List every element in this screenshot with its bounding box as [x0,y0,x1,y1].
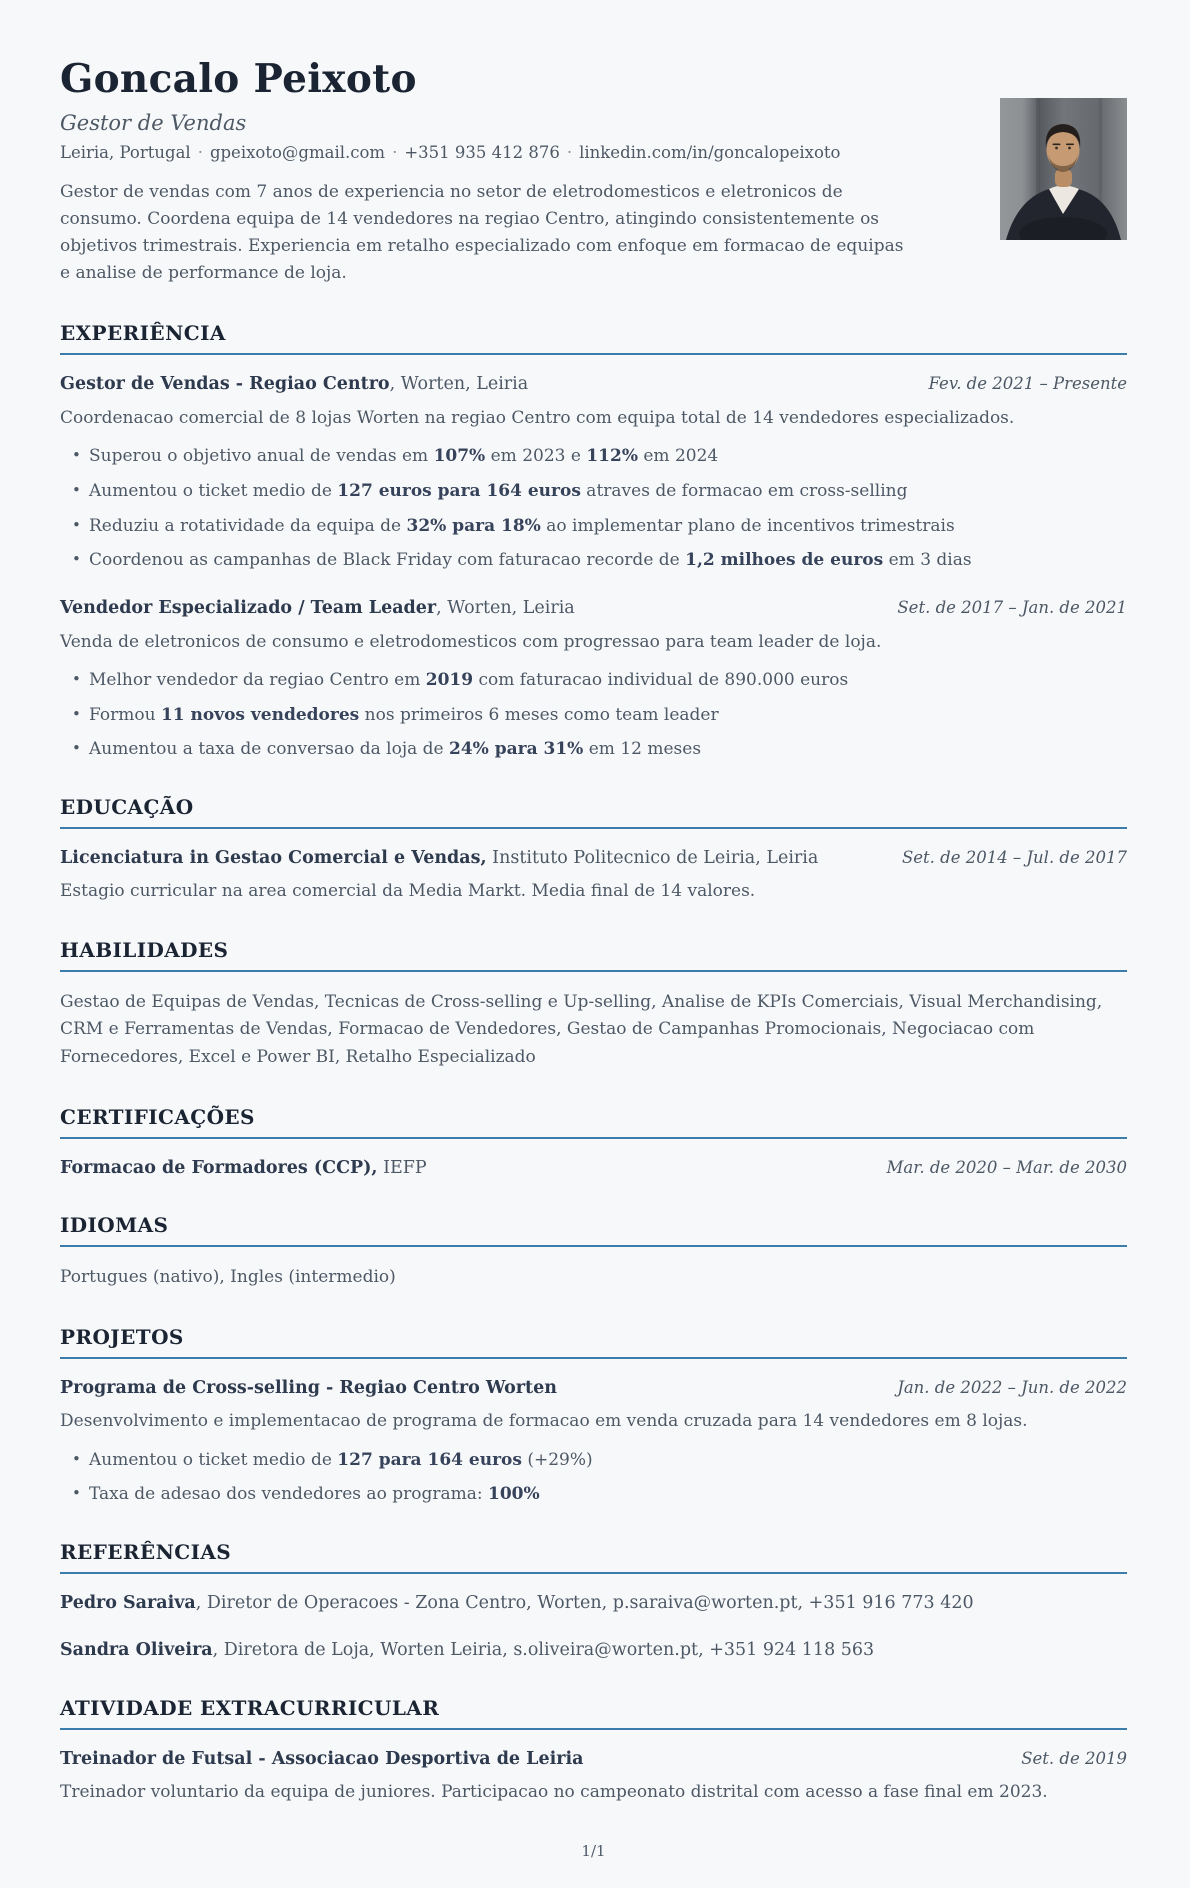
bullet-segment: 127 para 164 euros [337,1449,522,1470]
section [60,1213,1127,1292]
bullet-segment: 100% [488,1484,540,1505]
section-heading: EXPERIÊNCIA [60,321,226,346]
bullet-segment: Melhor vendedor da regiao Centro em [89,670,426,690]
section-heading: REFERÊNCIAS [60,1539,232,1564]
bullet-list [60,1448,1127,1507]
entry-title: Treinador de Futsal - Associacao Desportiva de Leiria [60,1748,584,1769]
bullet-segment: Aumentou o ticket medio de [89,481,338,502]
entry-date: Fev. de 2021 – Presente [928,374,1127,394]
entry [60,372,1127,573]
bullet-segment: em 12 meses [583,739,702,760]
page-number: 1/1 [581,1841,606,1860]
entry-description: Estagio curricular na area comercial da Media Markt. Media final de 14 valores. [60,881,756,902]
bullet-segment: 127 euros para 164 euros [337,481,581,502]
bullet-segment: em 2023 e [485,446,587,467]
contact-phone: +351 935 412 876 [404,143,560,162]
entry-organization: , Worten, Leiria [436,598,575,618]
section [60,1696,1127,1806]
section-rule [60,827,1127,829]
contact-email: gpeixoto@gmail.com [209,143,386,162]
entry-head [60,846,1127,871]
entry-head [60,1747,1127,1772]
section [60,1540,1127,1663]
section-entries [60,989,1127,1072]
bullet-segment: ao implementar plano de incentivos trimestrais [540,515,955,536]
entry-title: Formacao de Formadores (CCP), [60,1157,378,1178]
entry-description: Treinador voluntario da equipa de juniores. Participacao no campeonato distrital com acesso a fase final em 2023. [60,1782,1048,1803]
entry-headline [60,1591,974,1616]
entry-date: Mar. de 2020 – Mar. de 2030 [886,1157,1127,1177]
entry-headline [60,596,575,621]
bullet-item [72,1448,1127,1473]
bullet-segment: 32% para 18% [406,515,541,536]
bullet-segment: atraves de formacao em cross-selling [580,481,908,502]
entry-organization: , Worten, Leiria [389,374,529,395]
section-heading: CERTIFICAÇÕES [60,1104,255,1129]
section-entries [60,1747,1127,1806]
bullet-segment: Formou [89,704,161,725]
dot-separator: · [566,143,573,162]
entry-date: Set. de 2017 – Jan. de 2021 [897,598,1127,617]
entry-headline [60,1376,557,1401]
bullet-segment: 112% [586,446,638,467]
section-heading: IDIOMAS [60,1213,169,1238]
bullet-segment: 2019 [425,670,474,690]
entry-headline [60,1638,874,1663]
entry-headline [60,846,818,871]
bullet-item [72,444,1127,469]
bullet-segment: Reduziu a rotatividade da equipa de [89,515,407,536]
bullet-segment: 24% para 31% [449,739,584,760]
entry-headline [60,1747,583,1772]
entry [60,1747,1127,1806]
dot-separator: · [392,143,398,162]
entry-head [60,1376,1127,1401]
entry [60,1264,1127,1292]
section-rule [60,1728,1127,1730]
bullet-list [60,668,1127,762]
entry-title: Vendedor Especializado / Team Leader [60,598,437,618]
entry-date: Set. de 2014 – Jul. de 2017 [901,847,1127,867]
entry-description: Venda de eletronicos de consumo e eletrodomesticos com progressao para team leader de loja. [60,631,882,652]
entry [60,989,1127,1072]
section-rule [60,1572,1127,1574]
bullet-segment: 11 novos vendedores [160,704,360,725]
header-text-block [60,56,1000,286]
entry [60,1376,1127,1507]
bullet-segment: 1,2 milhoes de euros [685,550,884,571]
bullet-segment: em 2024 [637,446,719,467]
bullet-item [72,668,1127,693]
bullet-segment: 107% [433,446,486,467]
dot-separator: · [197,143,203,162]
section-entries [60,372,1127,761]
entry-description: Desenvolvimento e implementacao de programa de formacao em venda cruzada para 14 vendedores em 8 lojas. [60,1411,1028,1432]
section-entries [60,1591,1127,1663]
bullet-segment: Taxa de adesao dos vendedores ao programa: [89,1484,488,1505]
entry [60,846,1127,905]
bullet-segment: com faturacao individual de 890.000 euros [473,670,849,690]
section [60,1325,1127,1507]
bullet-item [72,737,1127,762]
entry-title: Licenciatura in Gestao Comercial e Vendas, [60,847,487,868]
entry-organization: Instituto Politecnico de Leiria, Leiria [486,847,819,868]
entry-text: Portugues (nativo), Ingles (intermedio) [60,1267,396,1288]
section-rule [60,353,1127,355]
bullet-list [60,444,1127,573]
bullet-segment: (+29%) [521,1449,593,1470]
section-entries [60,1156,1127,1181]
bullet-item [72,479,1127,504]
entry [60,1156,1127,1181]
contact-line [60,143,976,162]
entry-description: Coordenacao comercial de 8 lojas Worten na regiao Centro com equipa total de 14 vendedores especializados. [60,407,1015,428]
entry-organization: IEFP [377,1157,427,1178]
profile-photo [1000,98,1127,240]
entry-title: Pedro Saraiva [60,1592,196,1613]
bullet-item [72,1482,1127,1507]
entry-head [60,372,1127,397]
section-rule [60,1245,1127,1247]
section-entries [60,1264,1127,1292]
contact-linkedin: linkedin.com/in/goncalopeixoto [579,143,841,162]
contact-location: Leiria, Portugal [60,143,191,162]
resume-header [60,56,1127,286]
entry [60,1638,1127,1663]
entry-head [60,596,1127,621]
entry [60,596,1127,762]
bullet-segment: Aumentou a taxa de conversao da loja de [89,739,449,760]
bullet-segment: nos primeiros 6 meses como team leader [359,704,719,725]
resume-sections [60,288,1127,1805]
entry-date: Jan. de 2022 – Jun. de 2022 [897,1377,1127,1397]
section-heading: ATIVIDADE EXTRACURRICULAR [60,1695,440,1720]
entry-head [60,1156,1127,1181]
section-rule [60,970,1127,972]
page-footer [60,1806,1127,1860]
person-name: Goncalo Peixoto [60,56,417,102]
entry-date: Set. de 2019 [1021,1748,1127,1768]
section [60,938,1127,1072]
bullet-segment: Superou o objetivo anual de vendas em [89,446,434,467]
section-entries [60,846,1127,905]
entry-title: Gestor de Vendas - Regiao Centro [60,374,390,395]
section-rule [60,1137,1127,1139]
entry-text: Gestao de Equipas de Vendas, Tecnicas de Cross-selling e Up-selling, Analise de KPIs Comerciais, Visual Merchandising, CRM e Ferramentas de Vendas, Formacao de Vendedores, Gestao de Campanhas Promocionais, Negociacao com Fornecedores, Excel e Power BI, Retalho Especializado [60,991,1103,1067]
section-entries [60,1376,1127,1507]
section [60,795,1127,905]
entry [60,1591,1127,1616]
entry-title: Programa de Cross-selling - Regiao Centro Worten [60,1377,557,1398]
section [60,321,1127,761]
entry-title: Sandra Oliveira [60,1640,213,1661]
section-heading: HABILIDADES [60,937,229,962]
entry-headline [60,372,528,397]
bullet-segment: Coordenou as campanhas de Black Friday com faturacao recorde de [89,550,686,571]
bullet-segment: em 3 dias [883,550,972,571]
entry-head [60,1638,1127,1663]
bullet-item [72,703,1127,728]
section-heading: PROJETOS [60,1324,184,1349]
bullet-item [72,514,1127,539]
bullet-segment: Aumentou o ticket medio de [89,1449,338,1470]
section [60,1105,1127,1181]
entry-organization: , Diretor de Operacoes - Zona Centro, Worten, p.saraiva@worten.pt, +351 916 773 420 [195,1592,974,1613]
profile-summary: Gestor de vendas com 7 anos de experiencia no setor de eletrodomesticos e eletronicos de consumo. Coordena equipa de 14 vendedores na regiao Centro, atingindo consistentemente os objetivos trimestrais. Experiencia em retalho especializado com enfoque em formacao de equipas e analise de performance de loja. [60,182,904,283]
section-heading: EDUCAÇÃO [60,794,194,819]
section-rule [60,1357,1127,1359]
bullet-item [72,548,1127,573]
entry-head [60,1591,1127,1616]
entry-organization: , Diretora de Loja, Worten Leiria, s.oliveira@worten.pt, +351 924 118 563 [212,1640,875,1661]
job-title: Gestor de Vendas [60,111,247,135]
entry-headline [60,1156,427,1181]
